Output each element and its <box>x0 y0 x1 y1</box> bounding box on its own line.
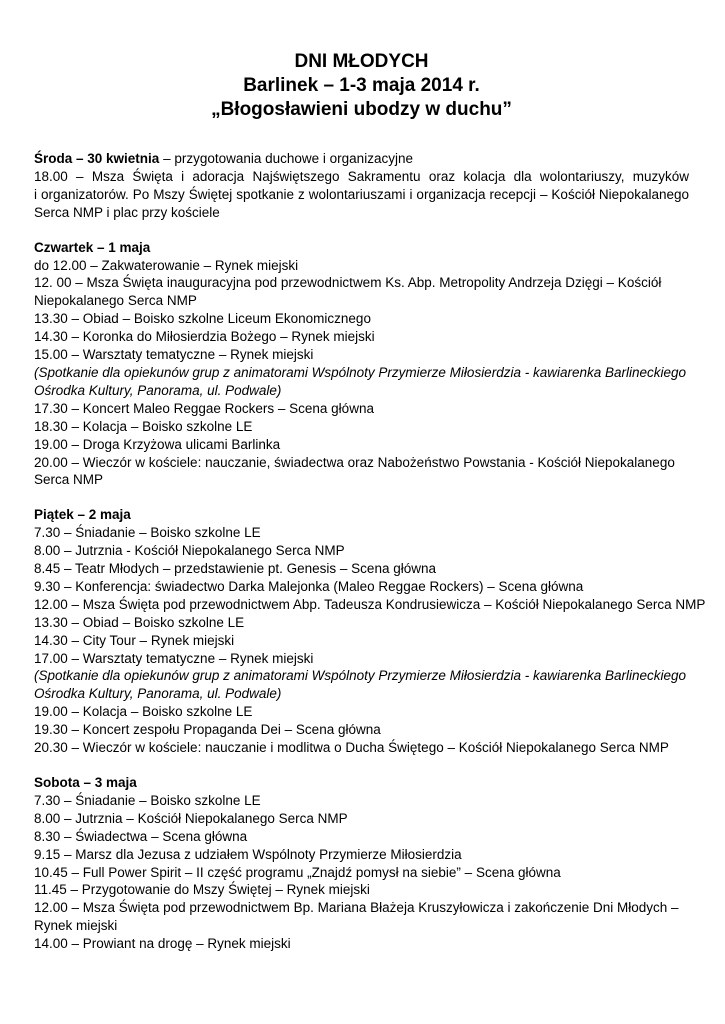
day-label: Środa – 30 kwietnia <box>34 151 160 166</box>
day-heading <box>34 150 689 168</box>
schedule-note: (Spotkanie dla opiekunów grup z animatorami Wspólnoty Przymierze Miłosierdzia - kawiarenka Barlineckiego <box>34 364 687 380</box>
schedule-line: 20.30 – Wieczór w kościele: nauczanie i modlitwa o Ducha Świętego – Kościół Niepokalanego Serca NMP <box>34 740 669 756</box>
schedule-line: do 12.00 – Zakwaterowanie – Rynek miejski <box>34 257 299 273</box>
schedule-line: 17.30 – Koncert Maleo Reggae Rockers – Scena główna <box>34 400 374 416</box>
schedule-line: Serca NMP <box>34 472 104 488</box>
section-czwartek <box>34 239 689 490</box>
schedule-line: 14.30 – Koronka do Miłosierdzia Bożego – Rynek miejski <box>34 329 375 345</box>
schedule-note: (Spotkanie dla opiekunów grup z animatorami Wspólnoty Przymierze Miłosierdzia - kawiarenka Barlineckiego <box>34 668 687 684</box>
schedule-line: 7.30 – Śniadanie – Boisko szkolne LE <box>34 525 261 541</box>
day-label: Sobota – 3 maja <box>34 775 137 790</box>
title-line-3: „Błogosławieni ubodzy w duchu” <box>211 99 512 120</box>
schedule-line: 8.45 – Teatr Młodych – przedstawienie pt. Genesis – Scena główna <box>34 561 436 577</box>
schedule-line: 12. 00 – Msza Święta inauguracyjna pod przewodnictwem Ks. Abp. Metropolity Andrzeja Dzięgi – Kościół <box>34 275 662 291</box>
title-line-1: DNI MŁODYCH <box>294 51 429 72</box>
title-block <box>34 50 689 122</box>
schedule-line: i organizatorów. Po Mszy Świętej spotkanie z wolontariuszami i organizacja recepcji – Kościół Niepokalanego <box>34 186 689 202</box>
schedule-line: 17.00 – Warsztaty tematyczne – Rynek miejski <box>34 650 314 666</box>
schedule-line: 12.00 – Msza Święta pod przewodnictwem Bp. Mariana Błażeja Kruszyłowicza i zakończenie Dni Młodych – <box>34 900 679 916</box>
schedule-line: 13.30 – Obiad – Boisko szkolne Liceum Ekonomicznego <box>34 311 371 327</box>
schedule-line: 14.30 – City Tour – Rynek miejski <box>34 632 235 648</box>
day-heading <box>34 506 689 524</box>
schedule-line: 19.00 – Droga Krzyżowa ulicami Barlinka <box>34 436 281 452</box>
schedule-line: 11.45 – Przygotowanie do Mszy Świętej – Rynek miejski <box>34 882 370 898</box>
title-line-2: Barlinek – 1-3 maja 2014 r. <box>243 75 480 96</box>
schedule-line: Rynek miejski <box>34 918 118 934</box>
schedule-line: 19.30 – Koncert zespołu Propaganda Dei – Scena główna <box>34 722 381 738</box>
section-sobota <box>34 774 689 953</box>
schedule-note: Ośrodka Kultury, Panorama, ul. Podwale) <box>34 382 282 398</box>
section-piatek <box>34 506 706 757</box>
schedule-line: 8.30 – Świadectwa – Scena główna <box>34 828 248 844</box>
schedule-line: Serca NMP i plac przy kościele <box>34 204 220 220</box>
schedule-line: 15.00 – Warsztaty tematyczne – Rynek miejski <box>34 347 314 363</box>
day-suffix: – przygotowania duchowe i organizacyjne <box>159 151 413 166</box>
schedule-line: 19.00 – Kolacja – Boisko szkolne LE <box>34 704 253 720</box>
section-sroda <box>34 150 689 222</box>
schedule-line: 20.00 – Wieczór w kościele: nauczanie, świadectwa oraz Nabożeństwo Powstania - Kościół Niepokalanego <box>34 454 675 470</box>
schedule-line: 12.00 – Msza Święta pod przewodnictwem Abp. Tadeusza Kondrusiewicza – Kościół Niepokalanego Serca NMP <box>34 596 706 612</box>
schedule-line: 8.00 – Jutrznia - Kościół Niepokalanego Serca NMP <box>34 543 345 559</box>
schedule-line: 9.15 – Marsz dla Jezusa z udziałem Wspólnoty Przymierze Miłosierdzia <box>34 846 462 862</box>
day-label: Czwartek – 1 maja <box>34 239 151 255</box>
schedule-line: 10.45 – Full Power Spirit – II część programu „Znajdź pomysł na siebie” – Scena główna <box>34 864 561 880</box>
schedule-line: 7.30 – Śniadanie – Boisko szkolne LE <box>34 792 261 808</box>
schedule-line: 13.30 – Obiad – Boisko szkolne LE <box>34 614 245 630</box>
schedule-line: Niepokalanego Serca NMP <box>34 293 197 309</box>
schedule-line: 18.00 – Msza Święta i adoracja Najświętszego Sakramentu oraz kolacja dla wolontariuszy, muzyków <box>34 168 689 184</box>
day-heading <box>34 239 689 257</box>
schedule-line: 9.30 – Konferencja: świadectwo Darka Malejonka (Maleo Reggae Rockers) – Scena główna <box>34 578 584 594</box>
schedule-line: 8.00 – Jutrznia – Kościół Niepokalanego Serca NMP <box>34 810 348 826</box>
schedule-line: 14.00 – Prowiant na drogę – Rynek miejski <box>34 936 291 952</box>
schedule-note: Ośrodka Kultury, Panorama, ul. Podwale) <box>34 686 282 702</box>
schedule-line: 18.30 – Kolacja – Boisko szkolne LE <box>34 418 253 434</box>
day-label: Piątek – 2 maja <box>34 507 131 523</box>
day-heading <box>34 774 689 792</box>
